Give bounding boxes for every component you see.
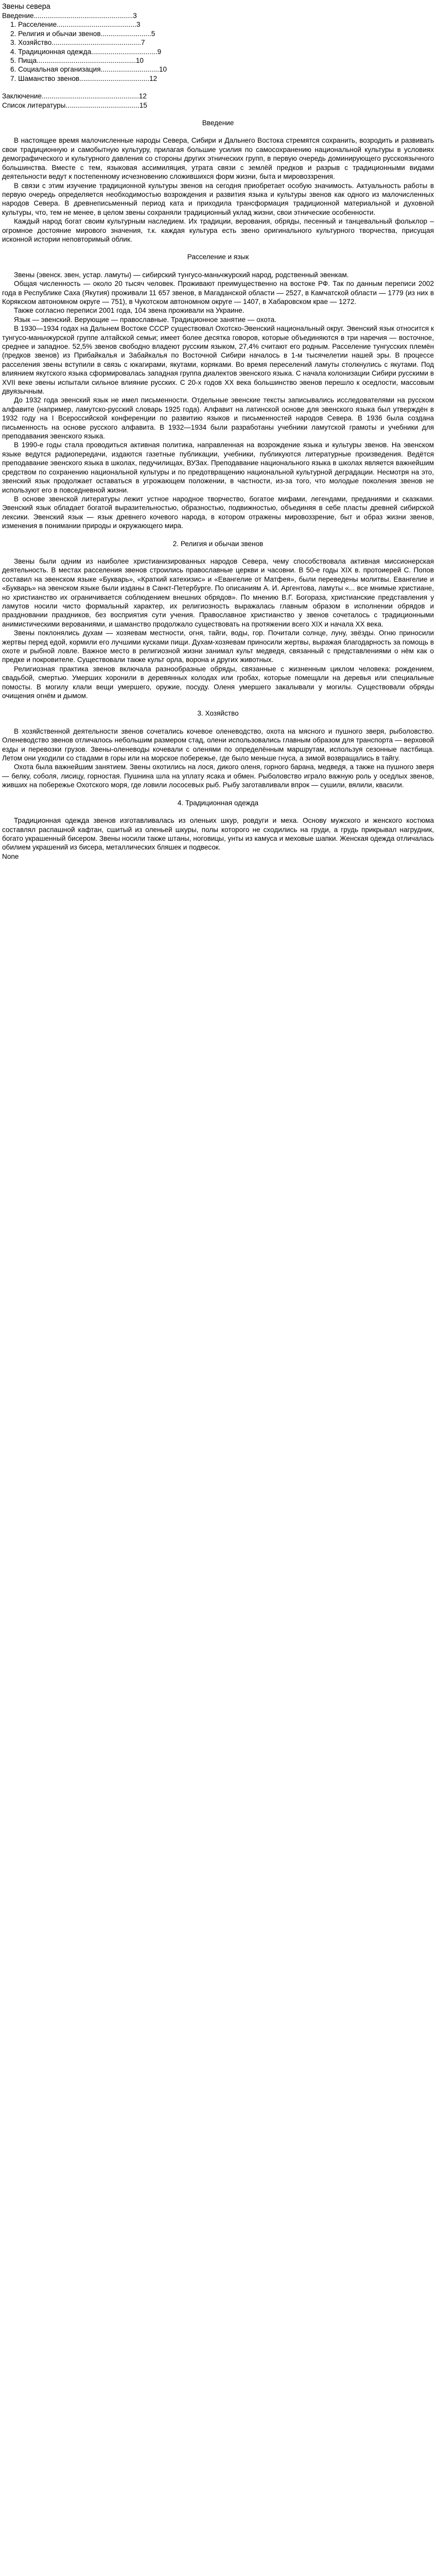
paragraph: Также согласно переписи 2001 года, 104 звена проживали на Украине. [14, 307, 245, 315]
section-heading: 4. Традиционная одежда [177, 799, 259, 807]
toc-entry[interactable] [2, 47, 434, 56]
toc-entry-page: 10 [135, 57, 144, 65]
paragraph: В 1930—1934 годах на Дальнем Востоке СССР существовал Охотско-Эвенский национальный округ. Эвенский язык относится к тунгусо-маньчжурской группе алтайской семьи; имеет более десятка говоров, которые объединяются в три наречия — восточное, среднее и западное. 52,5% звенов свободно владеют русским языком, 27,4% считают его родным. Расселение тунгусских племён (предков звенов) из Прибайкалья и Забайкалья по Восточной Сибири началось в 1-м тысячелетии нашей эры. В процессе расселения звены вступили в связь с юкагирами, якутами, коряками. Во время переселений ламуты столкнулись с якутами. Под влиянием якутского языка сформировалась западная группа диалектов эвенского языка. С начала колонизации Сибири русскими в XVII веке эвены испытали сильное влияние русских. С 20-х годов XX века большинство эвенов перешло к оседлости, массовым двуязычным. [2, 325, 434, 396]
toc-entry[interactable] [2, 11, 434, 20]
toc-entry-label: 6. Социальная организация [10, 65, 101, 74]
toc-entry[interactable] [2, 56, 434, 65]
table-of-contents [2, 11, 434, 110]
toc-entry-page: 9 [157, 47, 162, 56]
paragraph: В основе звенской литературы лежит устное народное творчество, богатое мифами, легендами, преданиями и сказками. Эвенский язык обладает богатой выразительностью, образностью, подвижностью, объединяя в себе пласты древней сибирской лексики. Эвенский язык — язык древнего кочевого народа, в котором отражены мировоззрение, быт и образ жизни звенов, изменения в понимании природы и окружающего мира. [2, 495, 434, 530]
toc-entry-page: 3 [133, 12, 137, 20]
toc-entry-dots: .............................. [100, 65, 159, 74]
paragraph: До 1932 года эвенский язык не имел письменности. Отдельные эвенские тексты записывались исследователями на русском алфавите (например, ламутско-русский словарь 1925 года). Алфавит на латинской основе для эвенского языка был утверждён в 1932 году на I Всероссийской конференции по развитию языков и письменностей народов Севера. В 1936 была создана письменность на основе русского алфавита. В 1932—1934 были разработаны учебники ламутской грамоты и учебники для преподавания эвенского языка. [2, 396, 434, 440]
paragraph: В 1990-е годы стала проводиться активная политика, направленная на возрождение языка и культуры звенов. На эвенском языке ведутся радиопередачи, издаются газетные публикации, учебники, публикуются литературные произведения. Ведётся преподавание эвенского языка в школах, педучилищах, ВУЗах. Преподавание национального языка в школах является важнейшим средством по сохранению национальной культуры и по предотвращению национальной культурной деградации. Несмотря на это, звенский язык продолжает оставаться в угрожающем положении, в частности, из-за того, что молодые поколения звенов не используют его в повседневной жизни. [2, 441, 434, 494]
toc-entry-page: 7 [141, 39, 145, 47]
section-heading: 2. Религия и обычаи звенов [172, 539, 264, 548]
toc-entry[interactable] [2, 38, 434, 47]
toc-entry-dots: ................................................... [37, 57, 136, 65]
toc-entry[interactable] [2, 65, 434, 74]
document-page [0, 2, 436, 861]
section-heading: Расселение и язык [187, 253, 249, 261]
paragraph: Религиозная практика звенов включала разнообразные обряды, связанные с жизненным циклом человека: рождением, свадьбой, смертью. Умерших хоронили в деревянных колодах или гробах, которые помещали на деревья или специальные помосты. В могилу клали вещи умершего, оружие, посуду. Оленя умершего закалывали у могилы. Существовали обряды очищения огнём и дымом. [2, 665, 434, 700]
toc-entry-dots: .................................. [91, 47, 158, 56]
footer-text: None [2, 852, 19, 860]
toc-entry-dots: .................................... [79, 74, 150, 82]
section-heading: 3. Хозяйство [197, 709, 239, 718]
paragraph: Звены поклонялись духам — хозяевам местности, огня, тайги, воды, гор. Почитали солнце, луну, звёзды. Огню приносили жертвы перед едой, кормили его лучшими кусками пищи. Духам-хозяевам приносили жертвы, выражая благодарность за помощь в охоте и рыбной ловле. Важное место в религиозной жизни занимал культ медведя, связанный с представлениями о нём как о предке и покровителе. Существовали также культ орла, ворона и других животных. [2, 629, 434, 664]
toc-entry-label: 5. Пища [10, 57, 37, 65]
paragraph: Общая численность — около 20 тысяч человек. Проживают преимущественно на востоке РФ. Так по данным переписи 2002 года в Республике Саха (Якутия) проживали 11 657 звенов, в Магаданской области — 2527, в Камчатской области — 1779 (из них в Корякском автономном округе — 751), в Чукотском автономном округе — 1407, в Хабаровском крае — 1272. [2, 280, 434, 306]
paragraph: Охота была важнейшим занятием. Звены охотились на лося, дикого оленя, горного барана, медведя, а также на пушного зверя — белку, соболя, лисицу, горностая. Пушнина шла на уплату ясака и обмен. Рыболовство играло важную роль у оседлых звенов, живших на побережье Охотского моря, где ловили лососевых рыб. Рыбу заготавливали впрок — сушили, вялили, квасили. [2, 763, 434, 789]
paragraph: Каждый народ богат своим культурным наследием. Их традиции, верования, обряды, песенный и танцевальный фольклор – огромное достояние мирового значения, т.к. каждая культура есть звено оригинального культурного творчества, присущая исконной истории неповторимый облик. [2, 217, 434, 243]
document-title: Звены севера [2, 3, 50, 11]
toc-entry[interactable] [2, 29, 434, 38]
toc-entry[interactable] [2, 92, 434, 100]
toc-entry-label: Введение [2, 12, 34, 20]
toc-entry-dots: .................................................. [42, 92, 139, 100]
toc-entry-label: 2. Религия и обычаи звенов [10, 29, 101, 38]
toc-entry-dots: .......................... [100, 29, 151, 38]
paragraph: В хозяйственной деятельности звенов сочетались кочевое оленеводство, охота на мясного и пушного зверя, рыболовство. Оленеводство звенов отличалось небольшим размером стад, олени использовались главным образом для транспорта — верховой езды и перевозки грузов. Звены-оленеводы кочевали с оленями по определённым маршрутам, используя сезонные пастбища. Летом они уходили со стадами в горы или на морское побережье, где было меньше гнуса, а зимой возвращались в тайгу. [2, 727, 434, 762]
toc-entry-page: 12 [149, 74, 158, 82]
toc-entry-dots: ................................................... [33, 12, 133, 20]
paragraph: Язык — эвенский. Верующие — православные. Традиционное занятие — охота. [14, 315, 276, 324]
toc-entry-dots: .............................................. [51, 39, 142, 47]
toc-entry[interactable] [2, 20, 434, 29]
toc-entry[interactable] [2, 74, 434, 83]
paragraph: Звены (эвенск. звен, устар. ламуты) — сибирский тунгусо-маньчжурский народ, родственный эвенкам. [14, 270, 349, 279]
toc-entry-page: 10 [159, 65, 167, 74]
toc-entry-label: 7. Шаманство звенов [10, 74, 80, 82]
paragraph: Звены были одним из наиболее христианизированных народов Севера, чему способствовала активная миссионерская деятельность. В местах расселения звенов строились православные церкви и часовни. В 50-е годы XIX в. протоиерей С. Попов составил на эвенском языке «Букварь», «Краткий катехизис» и «Евангелие от Матфея», были переведены молитвы. Евангелие и «Букварь» на эвенском языке были изданы в Санкт-Петербурге. По описаниям А. И. Аргентова, ламуты «... все мнимые христиане, но христианство их ограничивается соблюдением внешних обрядов». По мнению В.Г. Богораза, христианские представления у ламутов носили чисто формальный характер, их религиозность выражалась главным образом в исполнении обрядов и праздновании праздников, без восприятия сути учения. Православное христианство у звенов сочеталось с традиционными анимистическими верованиями, и шаманство продолжало существовать на протяжении всего XIX и начала XX века. [2, 557, 434, 628]
toc-entry-page: 5 [151, 29, 155, 38]
toc-entry-label: 4. Традиционная одежда [10, 47, 92, 56]
paragraph: В связи с этим изучение традиционной культуры звенов на сегодня приобретает особую значимость. Актуальность работы в первую очередь определяется необходимостью возрождения и развития языка и культуры звенов как одного из малочисленных народов Севера. В древнеписьменный период ката и приходила трансформация традиционной материальной и духовной культуры, что, тем не менее, в целом звены сохраняли традиционный уклад жизни, свои этнические особенности. [2, 181, 434, 216]
toc-entry-page: 12 [138, 92, 147, 100]
toc-entry-label: 1. Расселение [10, 21, 57, 29]
paragraph: В настоящее время малочисленные народы Севера, Сибири и Дальнего Востока стремятся сохранить, возродить и развивать свои традиционную и самобытную культуру, прилагая большие усилия по самосохранению национальной культуры в условиях демографического и культурного давления со стороны других этнических групп, в первую очередь доминирующего русскоязычного большинства. Вместе с тем, языковая ассимиляция, утрата связи с землёй предков и разрыв с традиционными видами деятельности ведут к постепенному исчезновению сложившихся форм жизни, быта и мировоззрения. [2, 137, 434, 181]
toc-entry-page: 15 [139, 101, 147, 109]
toc-entry-label: Заключение [2, 92, 42, 100]
paragraph: Традиционная одежда звенов изготавливалась из оленьих шкур, ровдуги и меха. Основу мужского и женского костюма составлял распашной кафтан, сшитый из оленьей шкуры, полы которого не сходились на груди, а грудь прикрывал нагрудник, богато украшенный бисером. Звены носили также штаны, ноговицы, унты из камуса и меховые шапки. Женская одежда отличалась обилием украшений из бисера, металлических бляшек и подвесок. [2, 817, 434, 852]
toc-entry-dots: ......................................... [57, 21, 137, 29]
toc-entry-dots: ...................................... [65, 101, 139, 109]
section-heading: Введение [202, 119, 234, 127]
toc-entry-label: 3. Хозяйство [10, 39, 52, 47]
toc-entry-page: 3 [136, 21, 141, 29]
toc-entry-label: Список литературы [2, 101, 66, 109]
toc-entry[interactable] [2, 101, 434, 110]
